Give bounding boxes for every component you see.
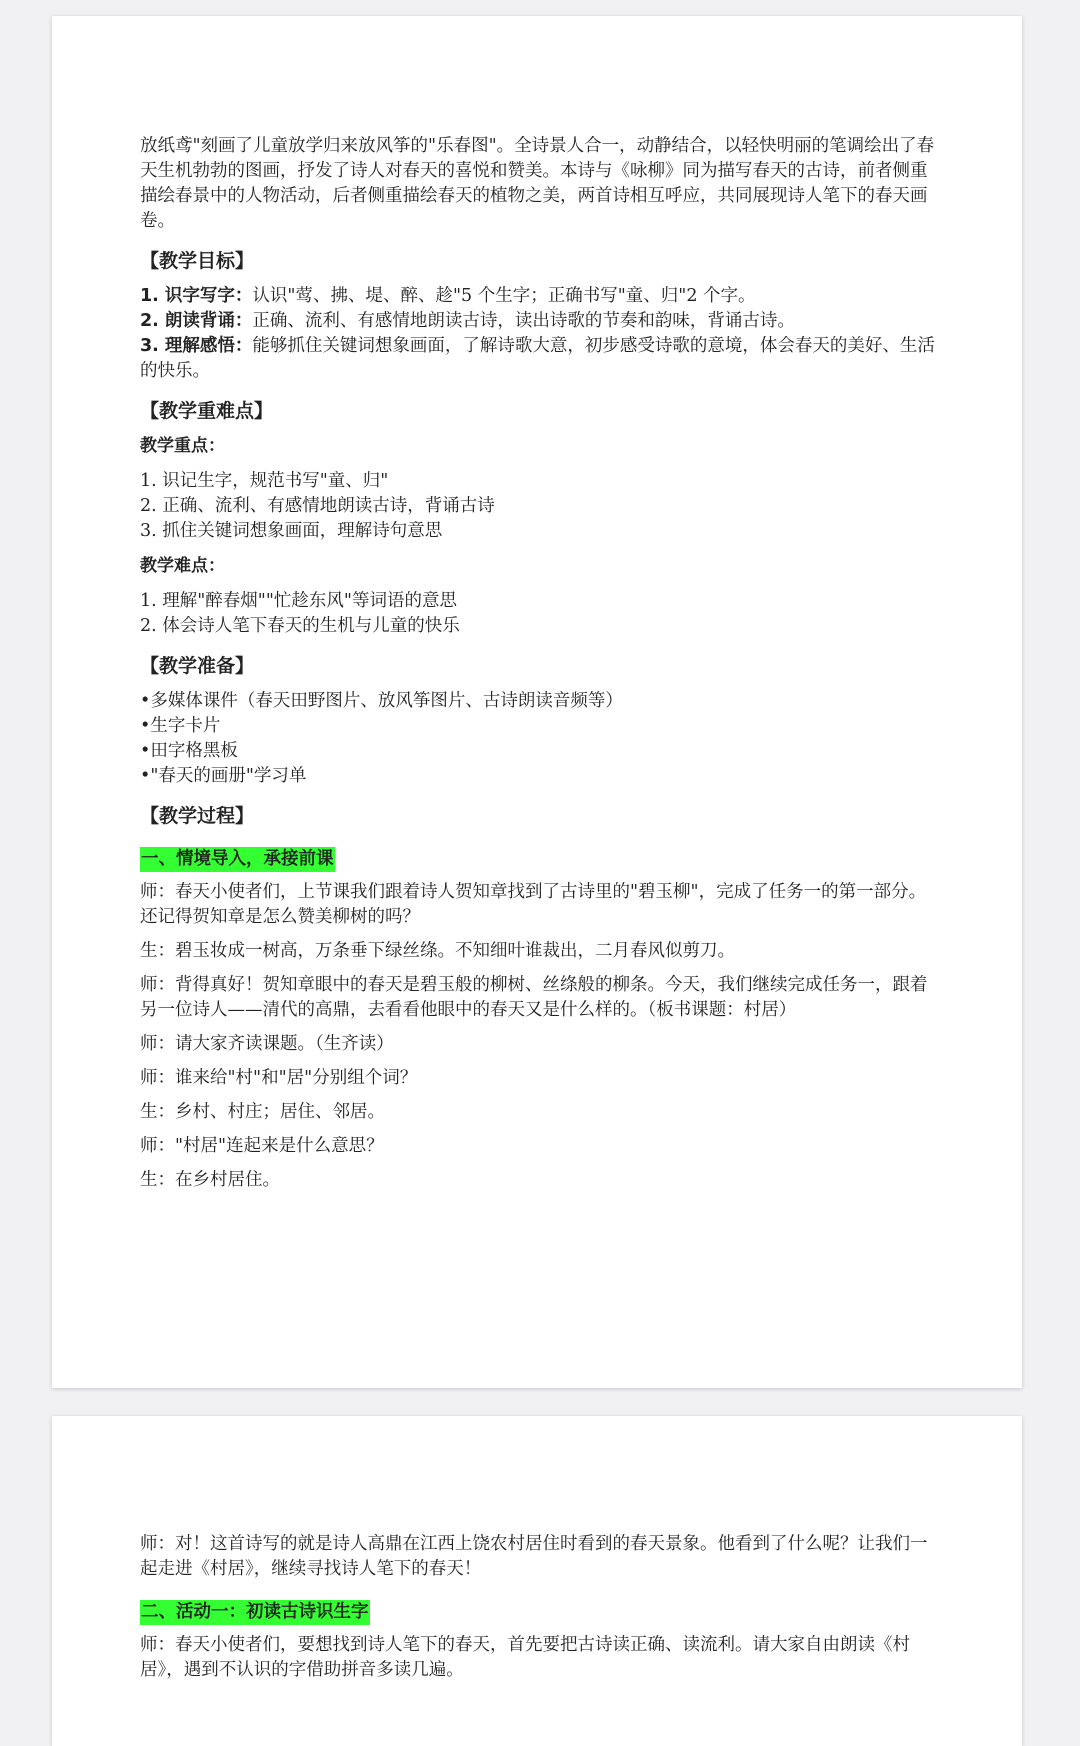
prep-item: •生字卡片 [140,716,221,736]
goal-text: 正确、流利、有感情地朗读古诗，读出诗歌的节奏和韵味，背诵古诗。 [252,311,795,331]
dialogue-line: 师：春天小使者们，要想找到诗人笔下的春天，首先要把古诗读正确、读流利。请大家自由朗读《村居》，遇到不认识的字借助拼音多读几遍。 [140,1635,910,1680]
section-1-title-wrap [140,847,940,872]
dialogue-line: 师：对！这首诗写的就是诗人高鼎在江西上饶农村居住时看到的春天景象。他看到了什么呢？让我们一起走进《村居》，继续寻找诗人笔下的春天！ [140,1534,928,1579]
prep-list [140,689,940,789]
prep-heading: 【教学准备】 [140,655,255,677]
goal-text: 认识"莺、拂、堤、醉、趁"5 个生字；正确书写"童、归"2 个字。 [252,286,756,306]
focus-list [140,469,940,544]
section-2-title-wrap [140,1600,940,1625]
difficulty-list [140,589,940,639]
dialogue-line: 师：谁来给"村"和"居"分别组个词？ [140,1068,418,1088]
prep-item: •"春天的画册"学习单 [140,766,307,786]
page-1-content [140,134,940,1202]
process-heading: 【教学过程】 [140,805,255,827]
difficulty-label: 教学难点： [140,556,225,576]
intro-paragraph: 放纸鸢"刻画了儿童放学归来放风筝的"乐春图"。全诗景人合一，动静结合，以轻快明丽的笔调绘出了春天生机勃勃的图画，抒发了诗人对春天的喜悦和赞美。本诗与《咏柳》同为描写春天的古诗，前者侧重描绘春景中的人物活动，后者侧重描绘春天的植物之美，两首诗相互呼应，共同展现诗人笔下的春天画卷。 [140,136,935,231]
prep-item: •田字格黑板 [140,741,238,761]
dialogue-line: 师：春天小使者们，上节课我们跟着诗人贺知章找到了古诗里的"碧玉柳"，完成了任务一的第一部分。还记得贺知章是怎么赞美柳树的吗？ [140,882,927,927]
goal-item [140,284,940,309]
focus-label: 教学重点： [140,436,225,456]
dialogue-line: 师：背得真好！贺知章眼中的春天是碧玉般的柳树、丝绦般的柳条。今天，我们继续完成任务一，跟着另一位诗人——清代的高鼎，去看看他眼中的春天又是什么样的。（板书课题：村居） [140,975,928,1020]
keypoints-heading: 【教学重难点】 [140,400,274,422]
prep-item: •多媒体课件（春天田野图片、放风筝图片、古诗朗读音频等） [140,691,623,711]
dialogue-line: 生：碧玉妆成一树高，万条垂下绿丝绦。不知细叶谁裁出，二月春风似剪刀。 [140,941,735,961]
focus-item: 1. 识记生字，规范书写"童、归" [140,471,389,491]
goal-label: 2. 朗读背诵： [140,311,253,331]
focus-item: 2. 正确、流利、有感情地朗读古诗，背诵古诗 [140,496,495,516]
section-1-title: 一、情境导入，承接前课 [140,847,335,872]
goal-label: 1. 识字写字： [140,286,253,306]
dialogue-line: 师："村居"连起来是什么意思？ [140,1136,384,1156]
goals-list [140,284,940,384]
dialogue-line: 生：乡村、村庄；居住、邻居。 [140,1102,385,1122]
section-2-title: 二、活动一：初读古诗识生字 [140,1600,370,1625]
dialogue-line: 生：在乡村居住。 [140,1170,280,1190]
goal-text: 能够抓住关键词想象画面，了解诗歌大意，初步感受诗歌的意境，体会春天的美好、生活的快乐。 [140,336,935,381]
difficulty-item: 1. 理解"醉春烟""忙趁东风"等词语的意思 [140,591,457,611]
goal-item [140,309,940,334]
focus-item: 3. 抓住关键词想象画面，理解诗句意思 [140,521,443,541]
document-page-2 [52,1416,1022,1746]
dialogue-line: 师：请大家齐读课题。（生齐读） [140,1034,394,1054]
goals-heading: 【教学目标】 [140,250,255,272]
goal-label: 3. 理解感悟： [140,336,253,356]
document-page-1 [52,16,1022,1388]
page-2-content [140,1532,940,1692]
goal-item [140,334,940,384]
difficulty-item: 2. 体会诗人笔下春天的生机与儿童的快乐 [140,616,460,636]
